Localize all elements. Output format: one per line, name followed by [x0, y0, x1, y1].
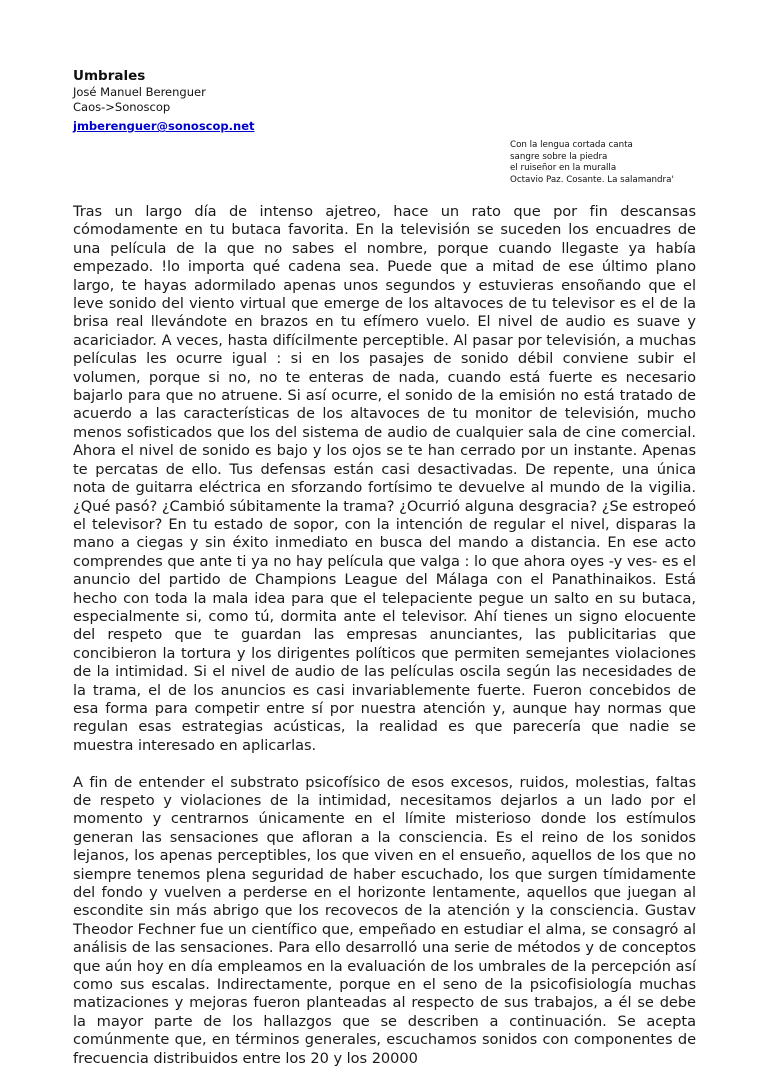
epigraph-line: sangre sobre la piedra	[510, 151, 608, 162]
epigraph	[510, 140, 750, 186]
document-header	[73, 68, 473, 134]
body-text	[73, 203, 696, 1068]
document-title: Umbrales	[73, 68, 146, 84]
epigraph-citation: Octavio Paz. Cosante. La salamandra'	[510, 174, 674, 185]
author-name: José Manuel Berenguer	[73, 85, 206, 99]
author-affiliation: Caos->Sonoscop	[73, 100, 171, 114]
paragraph: Tras un largo día de intenso ajetreo, hace un rato que por fin descansas cómodamente en tu butaca favorita. En la televisión se suceden los encuadres de una película de la que no sabes el nombre, porque cuando llegaste ya había empezado. !lo importa qué cadena sea. Puede que a mitad de ese último plano largo, te hayas adormilado apenas unos segundos y estuvieras ensoñando que el leve sonido del viento virtual que emerge de los altavoces de tu televisor es el de la brisa real llevándote en brazos en tu efímero vuelo. El nivel de audio es suave y acariciador. A veces, hasta difícilmente perceptible. Al pasar por televisión, a muchas películas les ocurre igual : si en los pasajes de sonido débil conviene subir el volumen, porque si no, no te enteras de nada, cuando está fuerte es necesario bajarlo para que no atruene. Si así ocurre, el sonido de la emisión no está tratado de acuerdo a las características de los altavoces de tu monitor de televisión, mucho menos sofisticados que los del sistema de audio de cualquier sala de cine comercial. Ahora el nivel de sonido es bajo y los ojos se te han cerrado por un instante. Apenas te percatas de ello. Tus defensas están casi desactivadas. De repente, una única nota de guitarra eléctrica en sforzando fortísimo te devuelve al mundo de la vigilia. ¿Qué pasó? ¿Cambió súbitamente la trama? ¿Ocurrió alguna desgracia? ¿Se estropeó el televisor? En tu estado de sopor, con la intención de regular el nivel, disparas la mano a ciegas y sin éxito inmediato en busca del mando a distancia. En ese acto comprendes que ante ti ya no hay película que valga : lo que ahora oyes -y ves- es el anuncio del partido de Champions League del Málaga con el Panathinaikos. Está hecho con toda la mala idea para que el telepaciente pegue un salto en su butaca, especialmente si, como tú, dormita ante el televisor. Ahí tienes un signo elocuente del respeto que te guardan las empresas anunciantes, las publicitarias que concibieron la tortura y los dirigentes políticos que permiten semejantes violaciones de la intimidad. Si el nivel de audio de las películas oscila según las necesidades de la trama, el de los anuncios es casi invariablemente fuerte. Fueron concebidos de esa forma para competir entre sí por nuestra atención y, aunque hay normas que regulan esas estrategias acústicas, la realidad es que parecería que nadie se muestra interesado en aplicarlas.	[73, 203, 696, 754]
epigraph-line: el ruiseñor en la muralla	[510, 163, 617, 174]
epigraph-line: Con la lengua cortada canta	[510, 140, 633, 150]
author-email-link[interactable]: jmberenguer@sonoscop.net	[73, 119, 255, 133]
paragraph: A fin de entender el substrato psicofísico de esos excesos, ruidos, molestias, faltas de respeto y violaciones de la intimidad, necesitamos dejarlos a un lado por el momento y centrarnos únicamente en el límite misterioso donde los estímulos generan las sensaciones que afloran a la consciencia. Es el reino de los sonidos lejanos, los apenas perceptibles, los que viven en el ensueño, aquellos de los que no siempre tenemos plena seguridad de haber escuchado, los que surgen tímidamente del fondo y vuelven a perderse en el horizonte lentamente, aquellos que juegan al escondite sin más abrigo que los recovecos de la atención y la consciencia. Gustav Theodor Fechner fue un científico que, empeñado en estudiar el alma, se consagró al análisis de las sensaciones. Para ello desarrolló una serie de métodos y de conceptos que aún hoy en día empleamos en la evaluación de los umbrales de la percepción así como sus escalas. Indirectamente, porque en el seno de la psicofisiología muchas matizaciones y mejoras fueron planteadas al respecto de sus trabajos, a él se debe la mayor parte de los hallazgos que se describen a continuación. Se acepta comúnmente que, en términos generales, escuchamos sonidos con componentes de frecuencia distribuidos entre los 20 y los 20000	[73, 773, 696, 1067]
